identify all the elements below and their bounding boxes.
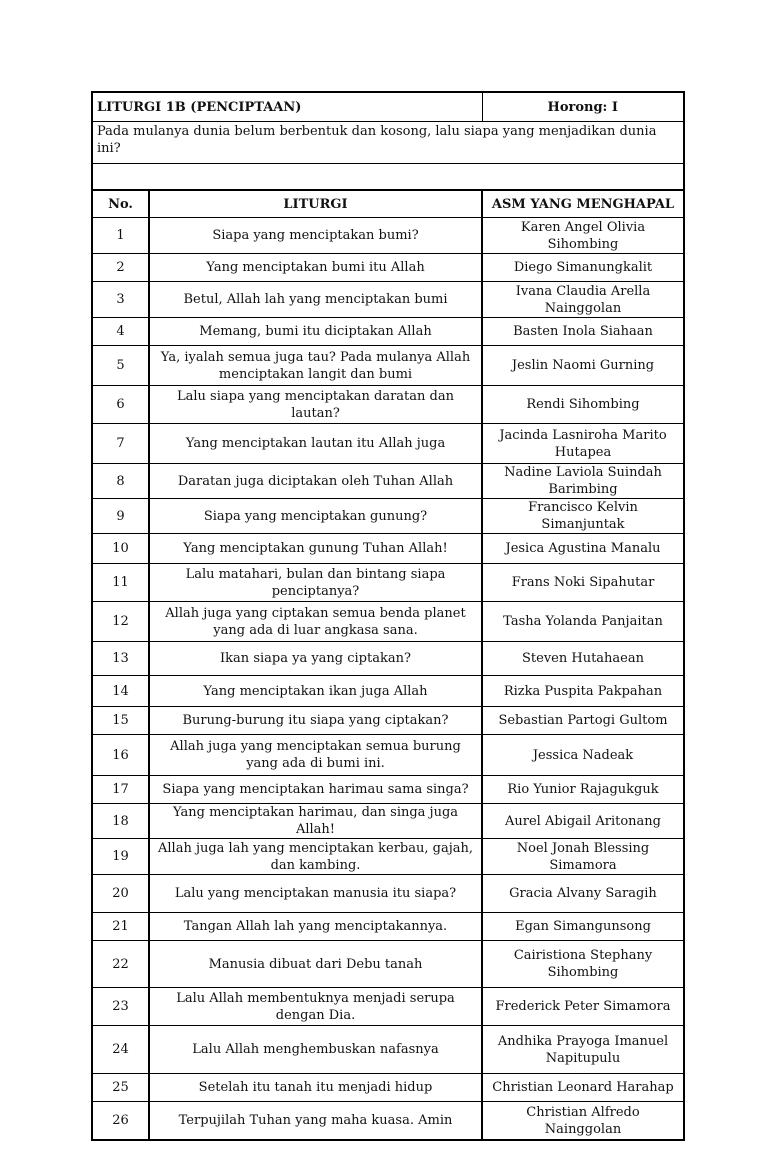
table-row xyxy=(92,735,684,776)
row-name: Andhika Prayoga Imanuel Napitupulu xyxy=(482,1026,684,1074)
row-number: 15 xyxy=(92,707,149,735)
row-name: Gracia Alvany Saragih xyxy=(482,875,684,913)
row-number: 26 xyxy=(92,1102,149,1141)
row-number: 18 xyxy=(92,804,149,839)
table-row xyxy=(92,988,684,1026)
table-row xyxy=(92,424,684,464)
row-liturgi: Yang menciptakan lautan itu Allah juga xyxy=(149,424,482,464)
liturgy-table xyxy=(91,91,685,1141)
row-number: 16 xyxy=(92,735,149,776)
table-row xyxy=(92,464,684,499)
row-liturgi: Setelah itu tanah itu menjadi hidup xyxy=(149,1074,482,1102)
table-row xyxy=(92,839,684,875)
row-number: 7 xyxy=(92,424,149,464)
table-row xyxy=(92,707,684,735)
row-name: Nadine Laviola Suindah Barimbing xyxy=(482,464,684,499)
table-row xyxy=(92,642,684,676)
row-name: Tasha Yolanda Panjaitan xyxy=(482,602,684,642)
table-row xyxy=(92,602,684,642)
row-number: 11 xyxy=(92,564,149,602)
row-liturgi: Terpujilah Tuhan yang maha kuasa. Amin xyxy=(149,1102,482,1141)
row-liturgi: Siapa yang menciptakan gunung? xyxy=(149,499,482,534)
row-liturgi: Allah juga yang ciptakan semua benda planet yang ada di luar angkasa sana. xyxy=(149,602,482,642)
table-row xyxy=(92,804,684,839)
row-number: 14 xyxy=(92,676,149,707)
row-number: 17 xyxy=(92,776,149,804)
row-name: Frederick Peter Simamora xyxy=(482,988,684,1026)
row-name: Karen Angel Olivia Sihombing xyxy=(482,218,684,254)
row-name: Christian Leonard Harahap xyxy=(482,1074,684,1102)
table-row xyxy=(92,534,684,564)
row-liturgi: Memang, bumi itu diciptakan Allah xyxy=(149,318,482,346)
row-number: 25 xyxy=(92,1074,149,1102)
row-number: 20 xyxy=(92,875,149,913)
row-number: 2 xyxy=(92,254,149,282)
row-number: 9 xyxy=(92,499,149,534)
row-number: 13 xyxy=(92,642,149,676)
row-name: Aurel Abigail Aritonang xyxy=(482,804,684,839)
column-header-no: No. xyxy=(92,190,149,218)
row-liturgi: Siapa yang menciptakan bumi? xyxy=(149,218,482,254)
row-number: 6 xyxy=(92,386,149,424)
table-row xyxy=(92,1102,684,1141)
row-number: 21 xyxy=(92,913,149,941)
row-number: 10 xyxy=(92,534,149,564)
table-row xyxy=(92,318,684,346)
table-row xyxy=(92,346,684,386)
table-row xyxy=(92,499,684,534)
row-name: Ivana Claudia Arella Nainggolan xyxy=(482,282,684,318)
row-liturgi: Yang menciptakan bumi itu Allah xyxy=(149,254,482,282)
row-name: Jesica Agustina Manalu xyxy=(482,534,684,564)
row-name: Jeslin Naomi Gurning xyxy=(482,346,684,386)
row-liturgi: Lalu yang menciptakan manusia itu siapa? xyxy=(149,875,482,913)
row-liturgi: Lalu matahari, bulan dan bintang siapa penciptanya? xyxy=(149,564,482,602)
column-header-liturgi: LITURGI xyxy=(149,190,482,218)
row-liturgi: Yang menciptakan harimau, dan singa juga Allah! xyxy=(149,804,482,839)
row-liturgi: Lalu Allah menghembuskan nafasnya xyxy=(149,1026,482,1074)
row-name: Noel Jonah Blessing Simamora xyxy=(482,839,684,875)
row-number: 1 xyxy=(92,218,149,254)
row-name: Basten Inola Siahaan xyxy=(482,318,684,346)
group-label: Horong: I xyxy=(482,92,684,122)
row-name: Sebastian Partogi Gultom xyxy=(482,707,684,735)
table-row xyxy=(92,776,684,804)
row-number: 4 xyxy=(92,318,149,346)
row-liturgi: Manusia dibuat dari Debu tanah xyxy=(149,941,482,988)
row-name: Rio Yunior Rajagukguk xyxy=(482,776,684,804)
table-row xyxy=(92,875,684,913)
row-number: 24 xyxy=(92,1026,149,1074)
row-liturgi: Yang menciptakan gunung Tuhan Allah! xyxy=(149,534,482,564)
document-title: LITURGI 1B (PENCIPTAAN) xyxy=(92,92,482,122)
row-number: 22 xyxy=(92,941,149,988)
table-row xyxy=(92,386,684,424)
row-name: Jacinda Lasniroha Marito Hutapea xyxy=(482,424,684,464)
row-name: Jessica Nadeak xyxy=(482,735,684,776)
row-liturgi: Lalu siapa yang menciptakan daratan dan lautan? xyxy=(149,386,482,424)
row-number: 3 xyxy=(92,282,149,318)
row-liturgi: Allah juga yang menciptakan semua burung yang ada di bumi ini. xyxy=(149,735,482,776)
row-liturgi: Burung-burung itu siapa yang ciptakan? xyxy=(149,707,482,735)
row-liturgi: Daratan juga diciptakan oleh Tuhan Allah xyxy=(149,464,482,499)
table-row xyxy=(92,913,684,941)
row-number: 12 xyxy=(92,602,149,642)
row-liturgi: Lalu Allah membentuknya menjadi serupa dengan Dia. xyxy=(149,988,482,1026)
row-name: Steven Hutahaean xyxy=(482,642,684,676)
row-liturgi: Betul, Allah lah yang menciptakan bumi xyxy=(149,282,482,318)
row-liturgi: Yang menciptakan ikan juga Allah xyxy=(149,676,482,707)
row-liturgi: Ya, iyalah semua juga tau? Pada mulanya Allah menciptakan langit dan bumi xyxy=(149,346,482,386)
table-row xyxy=(92,254,684,282)
row-name: Francisco Kelvin Simanjuntak xyxy=(482,499,684,534)
row-name: Christian Alfredo Nainggolan xyxy=(482,1102,684,1141)
table-row xyxy=(92,218,684,254)
row-liturgi: Ikan siapa ya yang ciptakan? xyxy=(149,642,482,676)
row-name: Diego Simanungkalit xyxy=(482,254,684,282)
row-liturgi: Siapa yang menciptakan harimau sama singa? xyxy=(149,776,482,804)
table-row xyxy=(92,1074,684,1102)
row-liturgi: Tangan Allah lah yang menciptakannya. xyxy=(149,913,482,941)
table-row xyxy=(92,282,684,318)
column-header-name: ASM YANG MENGHAPAL xyxy=(482,190,684,218)
blank-row xyxy=(92,164,684,191)
row-liturgi: Allah juga lah yang menciptakan kerbau, gajah, dan kambing. xyxy=(149,839,482,875)
row-name: Rendi Sihombing xyxy=(482,386,684,424)
row-name: Rizka Puspita Pakpahan xyxy=(482,676,684,707)
liturgy-document xyxy=(91,91,683,1141)
row-number: 19 xyxy=(92,839,149,875)
row-number: 8 xyxy=(92,464,149,499)
table-row xyxy=(92,1026,684,1074)
row-number: 5 xyxy=(92,346,149,386)
intro-question: Pada mulanya dunia belum berbentuk dan kosong, lalu siapa yang menjadikan dunia ini? xyxy=(92,122,684,164)
table-row xyxy=(92,676,684,707)
row-name: Cairistiona Stephany Sihombing xyxy=(482,941,684,988)
row-name: Frans Noki Sipahutar xyxy=(482,564,684,602)
table-row xyxy=(92,941,684,988)
row-name: Egan Simangunsong xyxy=(482,913,684,941)
table-row xyxy=(92,564,684,602)
row-number: 23 xyxy=(92,988,149,1026)
